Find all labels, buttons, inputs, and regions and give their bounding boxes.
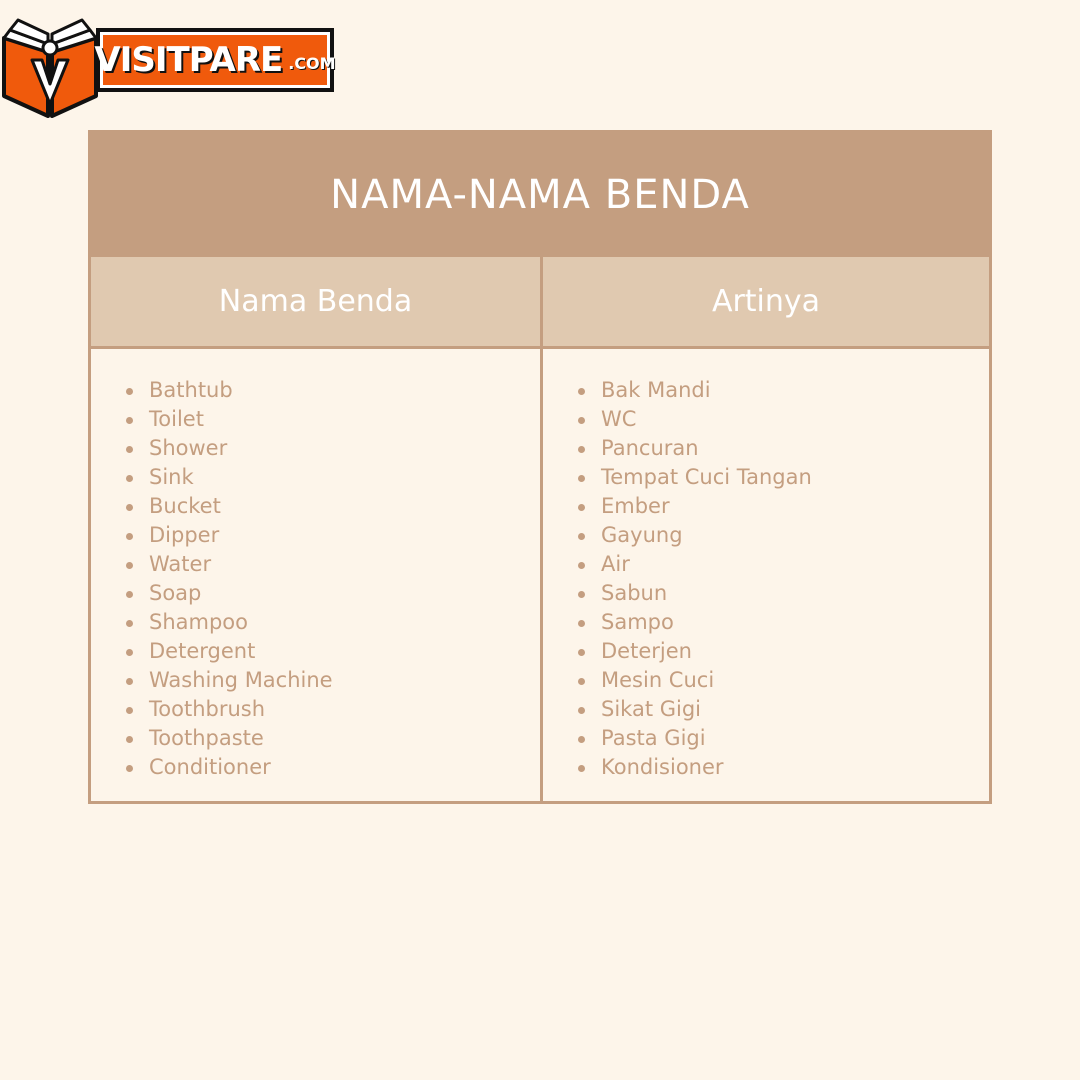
list-item: Bathtub <box>121 376 540 405</box>
table-title: NAMA-NAMA BENDA <box>91 133 989 257</box>
list-item: Shampoo <box>121 608 540 637</box>
list-item: Toothbrush <box>121 695 540 724</box>
column-artinya <box>543 349 989 801</box>
list-item: Bak Mandi <box>573 376 989 405</box>
column-header-artinya: Artinya <box>543 257 989 349</box>
list-item: Sink <box>121 463 540 492</box>
list-item: Water <box>121 550 540 579</box>
brand-name: VISITPARE <box>94 40 283 80</box>
list-item: Pancuran <box>573 434 989 463</box>
list-item: Shower <box>121 434 540 463</box>
list-item: Mesin Cuci <box>573 666 989 695</box>
vocabulary-table <box>88 130 992 804</box>
list-item: Toilet <box>121 405 540 434</box>
list-item: Pasta Gigi <box>573 724 989 753</box>
list-item: Conditioner <box>121 753 540 782</box>
list-item: Gayung <box>573 521 989 550</box>
list-item: Dipper <box>121 521 540 550</box>
list-item: Soap <box>121 579 540 608</box>
list-item: Ember <box>573 492 989 521</box>
brand-wordmark <box>96 28 334 92</box>
list-item: Air <box>573 550 989 579</box>
artinya-list <box>543 349 989 782</box>
list-item: Sabun <box>573 579 989 608</box>
list-item: Tempat Cuci Tangan <box>573 463 989 492</box>
list-item: Deterjen <box>573 637 989 666</box>
list-item: Sikat Gigi <box>573 695 989 724</box>
list-item: Bucket <box>121 492 540 521</box>
brand-tld: .COM <box>288 53 336 73</box>
list-item: Washing Machine <box>121 666 540 695</box>
list-item: Sampo <box>573 608 989 637</box>
list-item: WC <box>573 405 989 434</box>
column-nama-benda <box>91 349 540 801</box>
column-header-nama-benda: Nama Benda <box>91 257 540 349</box>
list-item: Kondisioner <box>573 753 989 782</box>
visitpare-logo <box>0 8 340 120</box>
open-book-logo-icon <box>0 8 100 120</box>
list-item: Detergent <box>121 637 540 666</box>
nama-benda-list <box>91 349 540 782</box>
list-item: Toothpaste <box>121 724 540 753</box>
